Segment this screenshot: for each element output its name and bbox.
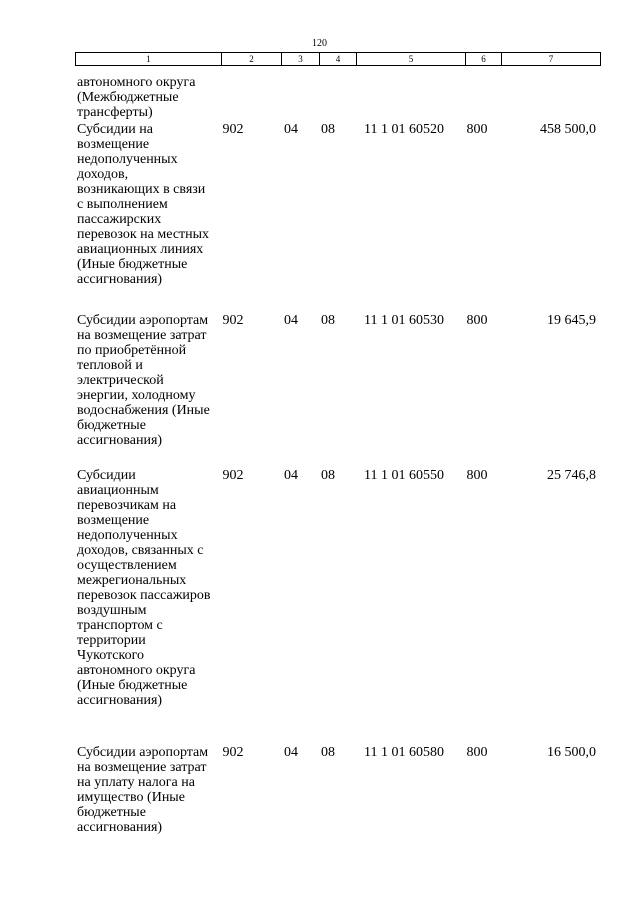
row-expense-type: 800 [466,122,488,137]
row-name: Субсидии аэропортам на возмещение затрат на уплату налога на имущество (Иные бюджетные ассигнования) [77,745,209,835]
column-header-7: 7 [502,53,601,66]
row-subsection-code: 08 [321,468,335,483]
row-subsection-code: 08 [321,313,335,328]
row-ministry-code: 902 [222,122,244,137]
column-header-table [75,52,601,66]
row-section-code: 04 [284,468,298,483]
row-expense-type: 800 [466,745,488,760]
row-name: Субсидии авиационным перевозчикам на возмещение недополученных доходов, связанных с осуществлением межрегиональных перевозок пассажиров воздушным транспортом с территории Чукотского автономного округа (Иные бюджетные ассигнования) [77,468,211,708]
column-header-5: 5 [357,53,466,66]
row-name: Субсидии на возмещение недополученных доходов, возникающих в связи с выполнением пассажирских перевозок на местных авиационных линиях (Иные бюджетные ассигнования) [77,122,210,287]
row-amount: 25 746,8 [547,468,596,483]
row-amount: 458 500,0 [540,122,596,137]
row-section-code: 04 [284,313,298,328]
row-ministry-code: 902 [222,468,244,483]
row-target-code: 11 1 01 60550 [364,468,444,483]
row-expense-type: 800 [466,313,488,328]
column-header-row [76,53,601,66]
row-amount: 16 500,0 [547,745,596,760]
row-name: Субсидии аэропортам на возмещение затрат по приобретённой тепловой и электрической энергии, холодному водоснабжения (Иные бюджетные ассигнования) [77,313,210,448]
row-section-code: 04 [284,122,298,137]
row-amount: 19 645,9 [547,313,596,328]
page-number: 120 [312,38,327,49]
column-header-3: 3 [282,53,320,66]
row-target-code: 11 1 01 60580 [364,745,444,760]
row-target-code: 11 1 01 60520 [364,122,444,137]
row-expense-type: 800 [466,468,488,483]
row-section-code: 04 [284,745,298,760]
column-header-1: 1 [76,53,222,66]
column-header-2: 2 [222,53,282,66]
row-subsection-code: 08 [321,745,335,760]
row-target-code: 11 1 01 60530 [364,313,444,328]
column-header-6: 6 [466,53,502,66]
row-ministry-code: 902 [222,313,244,328]
column-header-4: 4 [320,53,357,66]
row-ministry-code: 902 [222,745,244,760]
row-subsection-code: 08 [321,122,335,137]
continuation-text: автономного округа (Межбюджетные трансферты) [77,75,196,120]
